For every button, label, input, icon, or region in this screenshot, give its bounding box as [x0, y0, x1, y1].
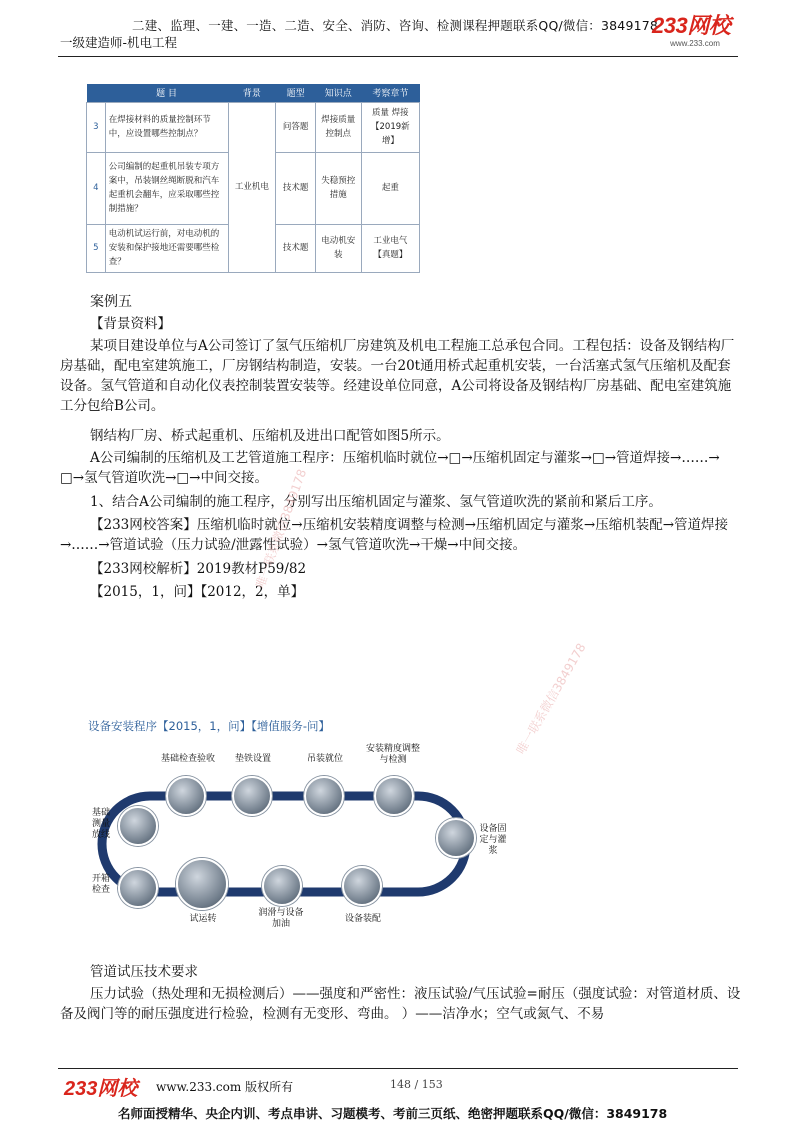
- row-number: 4: [87, 152, 106, 224]
- step-label: 安装精度调整与检测: [366, 744, 421, 765]
- source-tags: 【2015，1，问】【2012，2，单】: [90, 584, 305, 600]
- step-image: [374, 776, 414, 816]
- row-number: 5: [87, 224, 106, 272]
- row-type: 技术题: [276, 224, 316, 272]
- row-background: 工业机电: [228, 102, 276, 272]
- row-type: 技术题: [276, 152, 316, 224]
- step-label: 润滑与设备加油: [258, 908, 304, 929]
- step-label: 设备固定与灌浆: [479, 824, 507, 856]
- table-header-cell: 背景: [228, 84, 276, 102]
- step-image: [436, 818, 476, 858]
- watermark-text: 唯一联系微信3849178: [513, 640, 589, 757]
- step-image: [176, 858, 228, 910]
- watermark-text: 唯一联系微信3849178: [253, 467, 310, 591]
- step-image: [342, 866, 382, 906]
- step-image: [166, 776, 206, 816]
- table-header-cell: 考察章节: [361, 84, 419, 102]
- footer-contact-line: 名师面授精华、央企内训、考点串讲、习题模考、考前三页纸、绝密押题联系QQ/微信：3849178: [118, 1106, 668, 1121]
- diagram-title: 设备安装程序【2015，1，问】【增值服务-问】: [88, 719, 330, 733]
- row-title: 电动机试运行前，对电动机的安装和保护接地还需要哪些检查？: [105, 224, 228, 272]
- table-row: [87, 102, 420, 152]
- step-label: 试运转: [189, 914, 217, 924]
- installation-flow-diagram: [88, 718, 516, 940]
- answer: 【233网校答案】压缩机临时就位→压缩机安装精度调整与检测→压缩机固定与灌浆→压缩机装配→管道焊接→……→管道试验（压力试验/泄露性试验）→氢气管道吹洗→干燥→中间交接。: [60, 517, 729, 553]
- footer-logo: 233网校: [64, 1078, 138, 1100]
- row-number: 3: [87, 102, 106, 152]
- step-label: 设备装配: [344, 914, 381, 924]
- row-title: 在焊接材料的质量控制环节中，应设置哪些控制点？: [105, 102, 228, 152]
- step-image: [262, 866, 302, 906]
- document-subtitle: 一级建造师-机电工程: [60, 35, 178, 50]
- step-label: 垫铁设置: [234, 754, 271, 764]
- step-label: 开箱检查: [91, 874, 110, 895]
- section-text: 压力试验（热处理和无损检测后）——强度和严密性：液压试验/气压试验=耐压（强度试验：对管道材质、设备及阀门等的耐压强度进行检验，检测有无变形、弯曲。 ）——洁净水；空气或氮气、不易: [60, 986, 741, 1022]
- row-chapter: 工业电气 【真题】: [361, 224, 419, 272]
- step-image: [304, 776, 344, 816]
- step-label: 基础测量放线: [91, 808, 110, 840]
- logo-text: 233网校: [652, 13, 731, 38]
- row-title: 公司编制的起重机吊装专项方案中，吊装钢丝绳断脱和汽车起重机会翻车，应采取哪些控制措施？: [105, 152, 228, 224]
- step-image: [232, 776, 272, 816]
- footer-divider: [58, 1068, 738, 1069]
- brand-logo: [652, 14, 738, 56]
- page-number: 148 / 153: [390, 1078, 443, 1091]
- table-header-cell: [87, 84, 106, 102]
- row-point: 失稳预控措施: [315, 152, 361, 224]
- table-header-cell: 知识点: [315, 84, 361, 102]
- header-divider: [58, 56, 738, 57]
- table-header-cell: 题型: [276, 84, 316, 102]
- case-paragraph: A公司编制的压缩机及工艺管道施工程序：压缩机临时就位→□→压缩机固定与灌浆→□→管道焊接→……→ □→氢气管道吹洗→□→中间交接。: [60, 450, 720, 486]
- section-title: 管道试压技术要求: [90, 964, 198, 980]
- step-label: 基础检查验收: [160, 754, 215, 764]
- table-header-cell: 题 目: [105, 84, 228, 102]
- step-image: [118, 868, 158, 908]
- copyright-text: www.233.com 版权所有: [156, 1080, 294, 1094]
- case-paragraph: 某项目建设单位与A公司签订了氢气压缩机厂房建筑及机电工程施工总承包合同。工程包括：设备及钢结构厂房基础，配电室建筑施工，厂房钢结构制造，安装。一台20t通用桥式起重机安装，一台活塞式氢气压缩机及配套设备。氢气管道和自动化仪表控制装置安装等。经建设单位同意，A公司将设备及钢结构厂房基础、配电室建筑施工分包给B公司。: [60, 338, 735, 414]
- row-point: 电动机安装: [315, 224, 361, 272]
- header-contact-line: 二建、监理、一建、一造、二造、安全、消防、咨询、检测课程押题联系QQ/微信：3849178: [132, 18, 659, 33]
- step-label: 吊装就位: [306, 754, 343, 764]
- question: 1、结合A公司编制的施工程序，分别写出压缩机固定与灌浆、氢气管道吹洗的紧前和紧后工序。: [90, 494, 662, 510]
- row-type: 问答题: [276, 102, 316, 152]
- topic-table: [86, 84, 420, 273]
- row-chapter: 起重: [361, 152, 419, 224]
- table-header-row: [87, 84, 420, 102]
- case-paragraph: 钢结构厂房、桥式起重机、压缩机及进出口配管如图5所示。: [90, 428, 450, 444]
- analysis: 【233网校解析】2019教材P59/82: [90, 561, 307, 577]
- step-image: [118, 806, 158, 846]
- row-chapter: 质量 焊接 【2019新增】: [361, 102, 419, 152]
- logo-url: www.233.com: [670, 39, 720, 48]
- case-title: 案例五: [90, 294, 132, 310]
- background-heading: 【背景资料】: [90, 316, 171, 332]
- row-point: 焊接质量控制点: [315, 102, 361, 152]
